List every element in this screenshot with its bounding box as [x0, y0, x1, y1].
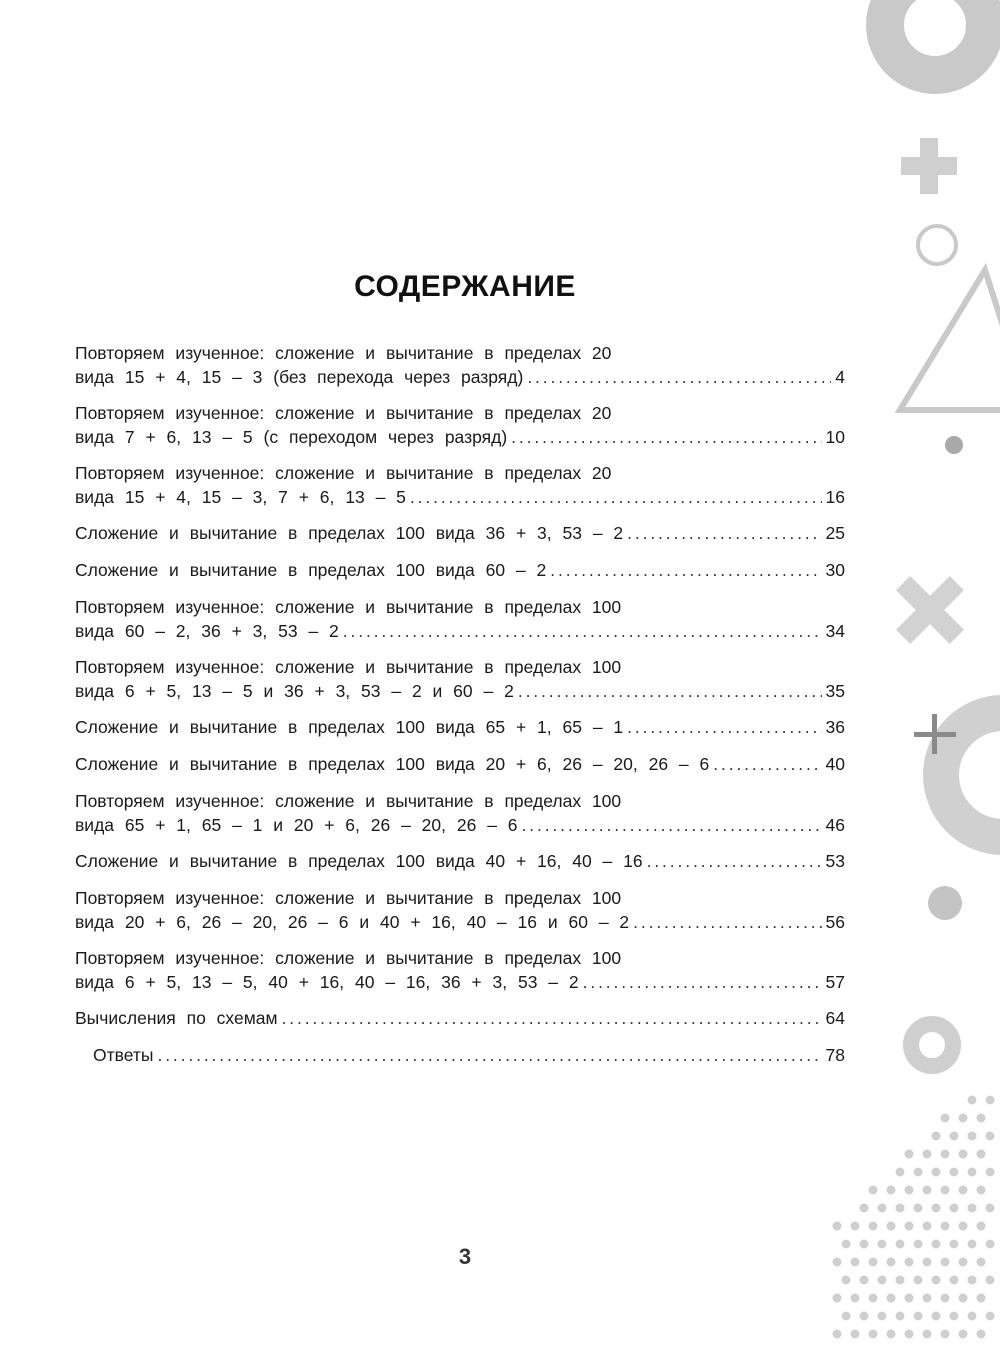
toc-entry-text: вида 7 + 6, 13 – 5 (с переходом через разряд)	[75, 426, 508, 447]
pattern-dot	[986, 1240, 995, 1249]
pattern-dot	[959, 1222, 968, 1231]
toc-page-number: 16	[825, 486, 845, 507]
pattern-dot	[986, 1312, 995, 1321]
pattern-dot	[842, 1312, 851, 1321]
toc-entry-last-line	[75, 911, 845, 935]
toc-entry-text: Сложение и вычитание в пределах 100 вида 20 + 6, 26 – 20, 26 – 6	[75, 754, 710, 774]
pattern-dot	[887, 1222, 896, 1231]
pattern-dot	[869, 1186, 878, 1195]
pattern-dot	[941, 1222, 950, 1231]
pattern-dot	[977, 1330, 986, 1339]
pattern-dot	[842, 1276, 851, 1285]
toc-entry	[75, 947, 845, 994]
thin-plus-icon	[914, 714, 956, 754]
ring-large-icon	[941, 713, 1000, 837]
toc-entry-title-line: Повторяем изученное: сложение и вычитание в пределах 20	[75, 463, 612, 483]
pattern-dot	[914, 1168, 923, 1177]
pattern-dot	[833, 1330, 842, 1339]
pattern-dot	[914, 1276, 923, 1285]
pattern-dot	[950, 1276, 959, 1285]
page-title: СОДЕРЖАНИЕ	[354, 270, 576, 303]
toc-entry-last-line	[75, 366, 845, 390]
pattern-dot	[941, 1258, 950, 1267]
plus-icon	[901, 138, 957, 194]
pattern-dot	[950, 1168, 959, 1177]
pattern-dot	[896, 1276, 905, 1285]
toc-page-number: 78	[825, 1045, 845, 1065]
toc-entry-last-line	[75, 1007, 845, 1031]
pattern-dot	[959, 1330, 968, 1339]
pattern-dot	[896, 1204, 905, 1213]
pattern-dot	[941, 1186, 950, 1195]
toc-entry	[75, 342, 845, 389]
toc-entry-text: Вычисления по схемам	[75, 1008, 278, 1028]
pattern-dot	[950, 1240, 959, 1249]
toc-leader-dots	[511, 426, 821, 450]
toc-entry-title-line: Повторяем изученное: сложение и вычитание в пределах 100	[75, 597, 622, 617]
pattern-dot	[860, 1276, 869, 1285]
pattern-dot	[959, 1294, 968, 1303]
pattern-dot	[923, 1222, 932, 1231]
toc-entry-title-line: Повторяем изученное: сложение и вычитание в пределах 20	[75, 403, 612, 423]
toc-entry-text: вида 6 + 5, 13 – 5, 40 + 16, 40 – 16, 36 + 3, 53 – 2	[75, 971, 579, 992]
toc-entry	[75, 1007, 845, 1031]
page-number: 3	[458, 1244, 472, 1269]
pattern-dot	[914, 1312, 923, 1321]
pattern-dot	[950, 1132, 959, 1141]
pattern-dot	[959, 1186, 968, 1195]
pattern-dot	[878, 1312, 887, 1321]
pattern-dot	[950, 1312, 959, 1321]
toc-entry-text: Сложение и вычитание в пределах 100 вида 65 + 1, 65 – 1	[75, 717, 624, 737]
toc-entry-text: Сложение и вычитание в пределах 100 вида 40 + 16, 40 – 16	[75, 851, 643, 871]
toc-entry-text: вида 65 + 1, 65 – 1 и 20 + 6, 26 – 20, 26 – 6	[75, 814, 518, 835]
toc-entry-text: вида 20 + 6, 26 – 20, 26 – 6 и 40 + 16, 40 – 16 и 60 – 2	[75, 911, 630, 932]
multiply-icon	[876, 556, 983, 663]
toc-leader-dots	[410, 486, 822, 510]
toc-entry	[75, 887, 845, 934]
toc-entry	[75, 522, 845, 546]
pattern-dot	[905, 1330, 914, 1339]
toc-page-number: 35	[825, 680, 845, 701]
pattern-dot	[968, 1204, 977, 1213]
toc-entry-title-line: Повторяем изученное: сложение и вычитание в пределах 20	[75, 343, 612, 363]
toc-entry-last-line	[75, 971, 845, 995]
toc-entry-text: Сложение и вычитание в пределах 100 вида 36 + 3, 53 – 2	[75, 523, 624, 543]
toc-page-number: 40	[825, 754, 845, 774]
pattern-dot	[869, 1294, 878, 1303]
pattern-dot	[932, 1276, 941, 1285]
toc-leader-dots	[282, 1007, 822, 1031]
toc-entry-text: вида 15 + 4, 15 – 3, 7 + 6, 13 – 5	[75, 486, 406, 507]
toc-entry-title-line: Повторяем изученное: сложение и вычитание в пределах 100	[75, 948, 622, 968]
pattern-dot	[968, 1312, 977, 1321]
pattern-dot	[887, 1330, 896, 1339]
pattern-dot	[977, 1258, 986, 1267]
pattern-dot	[950, 1204, 959, 1213]
toc-entry-last-line	[75, 620, 845, 644]
pattern-dot	[932, 1312, 941, 1321]
pattern-dot	[923, 1150, 932, 1159]
pattern-dot	[941, 1294, 950, 1303]
toc-entry-title-line: Повторяем изученное: сложение и вычитание в пределах 100	[75, 657, 622, 677]
toc-page-number: 36	[825, 717, 845, 737]
pattern-dot	[833, 1222, 842, 1231]
pattern-dot	[968, 1132, 977, 1141]
toc-entry-last-line	[75, 522, 845, 546]
pattern-dot	[896, 1312, 905, 1321]
table-of-contents	[75, 342, 845, 1081]
pattern-dot	[887, 1294, 896, 1303]
toc-entry-last-line	[75, 559, 845, 583]
toc-page-number: 56	[825, 911, 845, 932]
toc-entry	[75, 402, 845, 449]
dot-pattern-icon	[833, 1096, 995, 1339]
toc-leader-dots	[527, 366, 831, 390]
toc-entry	[75, 1044, 845, 1068]
pattern-dot	[977, 1150, 986, 1159]
toc-entry-last-line	[75, 426, 845, 450]
pattern-dot	[959, 1258, 968, 1267]
toc-entry-last-line	[75, 716, 845, 740]
toc-entry-text: вида 15 + 4, 15 – 3 (без перехода через разряд)	[75, 366, 524, 387]
pattern-dot	[860, 1204, 869, 1213]
pattern-dot	[932, 1132, 941, 1141]
ring-small-icon	[911, 1024, 953, 1066]
toc-entry	[75, 656, 845, 703]
pattern-dot	[851, 1330, 860, 1339]
medium-dot-icon	[928, 886, 962, 920]
small-circle-outline-icon	[918, 226, 956, 264]
pattern-dot	[869, 1222, 878, 1231]
toc-leader-dots	[627, 522, 821, 546]
toc-leader-dots	[522, 814, 822, 838]
toc-leader-dots	[583, 971, 822, 995]
toc-entry	[75, 559, 845, 583]
toc-page-number: 64	[825, 1008, 845, 1028]
pattern-dot	[941, 1150, 950, 1159]
toc-entry	[75, 716, 845, 740]
toc-page-number: 30	[825, 560, 845, 580]
pattern-dot	[977, 1186, 986, 1195]
pattern-dot	[977, 1294, 986, 1303]
pattern-dot	[887, 1186, 896, 1195]
pattern-dot	[905, 1150, 914, 1159]
toc-leader-dots	[627, 716, 821, 740]
pattern-dot	[914, 1204, 923, 1213]
pattern-dot	[851, 1222, 860, 1231]
toc-leader-dots	[647, 850, 822, 874]
toc-entry-last-line	[75, 1044, 845, 1068]
pattern-dot	[977, 1114, 986, 1123]
toc-leader-dots	[518, 680, 822, 704]
pattern-dot	[986, 1168, 995, 1177]
pattern-dot	[977, 1222, 986, 1231]
pattern-dot	[869, 1330, 878, 1339]
pattern-dot	[905, 1294, 914, 1303]
toc-page-number: 10	[825, 426, 845, 447]
pattern-dot	[968, 1276, 977, 1285]
toc-entry-title-line: Повторяем изученное: сложение и вычитание в пределах 100	[75, 888, 622, 908]
toc-entry-last-line	[75, 753, 845, 777]
toc-entry	[75, 753, 845, 777]
pattern-dot	[941, 1330, 950, 1339]
toc-entry	[75, 790, 845, 837]
toc-page-number: 25	[825, 523, 845, 543]
pattern-dot	[986, 1132, 995, 1141]
pattern-dot	[968, 1240, 977, 1249]
pattern-dot	[986, 1276, 995, 1285]
pattern-dot	[923, 1330, 932, 1339]
toc-page-number: 46	[825, 814, 845, 835]
pattern-dot	[905, 1186, 914, 1195]
pattern-dot	[932, 1204, 941, 1213]
toc-page-number: 57	[825, 971, 845, 992]
toc-leader-dots	[550, 559, 821, 583]
toc-entry-title-line: Повторяем изученное: сложение и вычитание в пределах 100	[75, 791, 622, 811]
pattern-dot	[986, 1096, 995, 1105]
toc-entry-text: Ответы	[93, 1045, 154, 1065]
pattern-dot	[878, 1204, 887, 1213]
toc-entry	[75, 462, 845, 509]
pattern-dot	[968, 1096, 977, 1105]
pattern-dot	[968, 1168, 977, 1177]
toc-leader-dots	[633, 911, 821, 935]
pattern-dot	[905, 1222, 914, 1231]
pattern-dot	[941, 1114, 950, 1123]
pattern-dot	[959, 1150, 968, 1159]
pattern-dot	[896, 1168, 905, 1177]
pattern-dot	[986, 1204, 995, 1213]
pattern-dot	[932, 1240, 941, 1249]
toc-leader-dots	[713, 753, 821, 777]
toc-entry-text: Сложение и вычитание в пределах 100 вида 60 – 2	[75, 560, 547, 580]
pattern-dot	[923, 1186, 932, 1195]
ring-top-icon	[885, 0, 985, 75]
pattern-dot	[959, 1114, 968, 1123]
pattern-dot	[860, 1312, 869, 1321]
toc-entry-last-line	[75, 850, 845, 874]
toc-entry-last-line	[75, 486, 845, 510]
toc-entry-last-line	[75, 814, 845, 838]
toc-page-number: 4	[835, 366, 845, 387]
pattern-dot	[833, 1294, 842, 1303]
pattern-dot	[923, 1294, 932, 1303]
toc-entry-text: вида 60 – 2, 36 + 3, 53 – 2	[75, 620, 339, 641]
toc-leader-dots	[157, 1044, 821, 1068]
toc-entry	[75, 850, 845, 874]
small-dot-icon	[945, 436, 963, 454]
toc-entry-text: вида 6 + 5, 13 – 5 и 36 + 3, 53 – 2 и 60 – 2	[75, 680, 514, 701]
toc-leader-dots	[343, 620, 822, 644]
toc-entry	[75, 596, 845, 643]
toc-page-number: 53	[825, 851, 845, 871]
pattern-dot	[932, 1168, 941, 1177]
toc-page-number: 34	[825, 620, 845, 641]
pattern-dot	[851, 1294, 860, 1303]
toc-entry-last-line	[75, 680, 845, 704]
pattern-dot	[878, 1276, 887, 1285]
